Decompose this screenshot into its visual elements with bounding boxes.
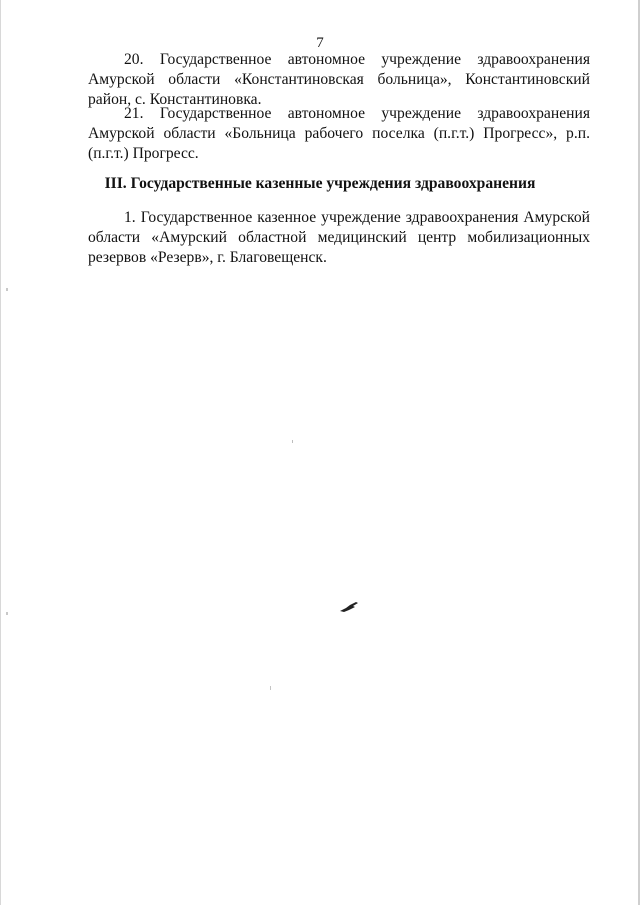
scan-dot — [270, 686, 271, 690]
ink-blot-shape — [340, 602, 358, 612]
list-item-21: 21. Государственное автономное учреждение здравоохранения Амурской области «Больница рабочего поселка (п.г.т.) Прогресс», р.п. (п.г.т.) Прогресс. — [88, 105, 590, 162]
section-list-item-1: 1. Государственное казенное учреждение здравоохранения Амурской области «Амурский областной медицинский центр мобилизационных резервов «Резерв», г. Благовещенск. — [88, 209, 590, 266]
list-item-20: 20. Государственное автономное учреждение здравоохранения Амурской области «Константиновская больница», Константиновский район, с. Константиновка. — [88, 51, 590, 108]
section-heading: III. Государственные казенные учреждения здравоохранения — [104, 175, 536, 192]
scan-edge-left — [0, 0, 1, 905]
scan-dot — [6, 612, 8, 615]
ink-blot-mark — [338, 600, 360, 614]
scan-dot — [6, 288, 8, 291]
scan-dot — [292, 440, 293, 443]
page-number: 7 — [316, 35, 324, 51]
